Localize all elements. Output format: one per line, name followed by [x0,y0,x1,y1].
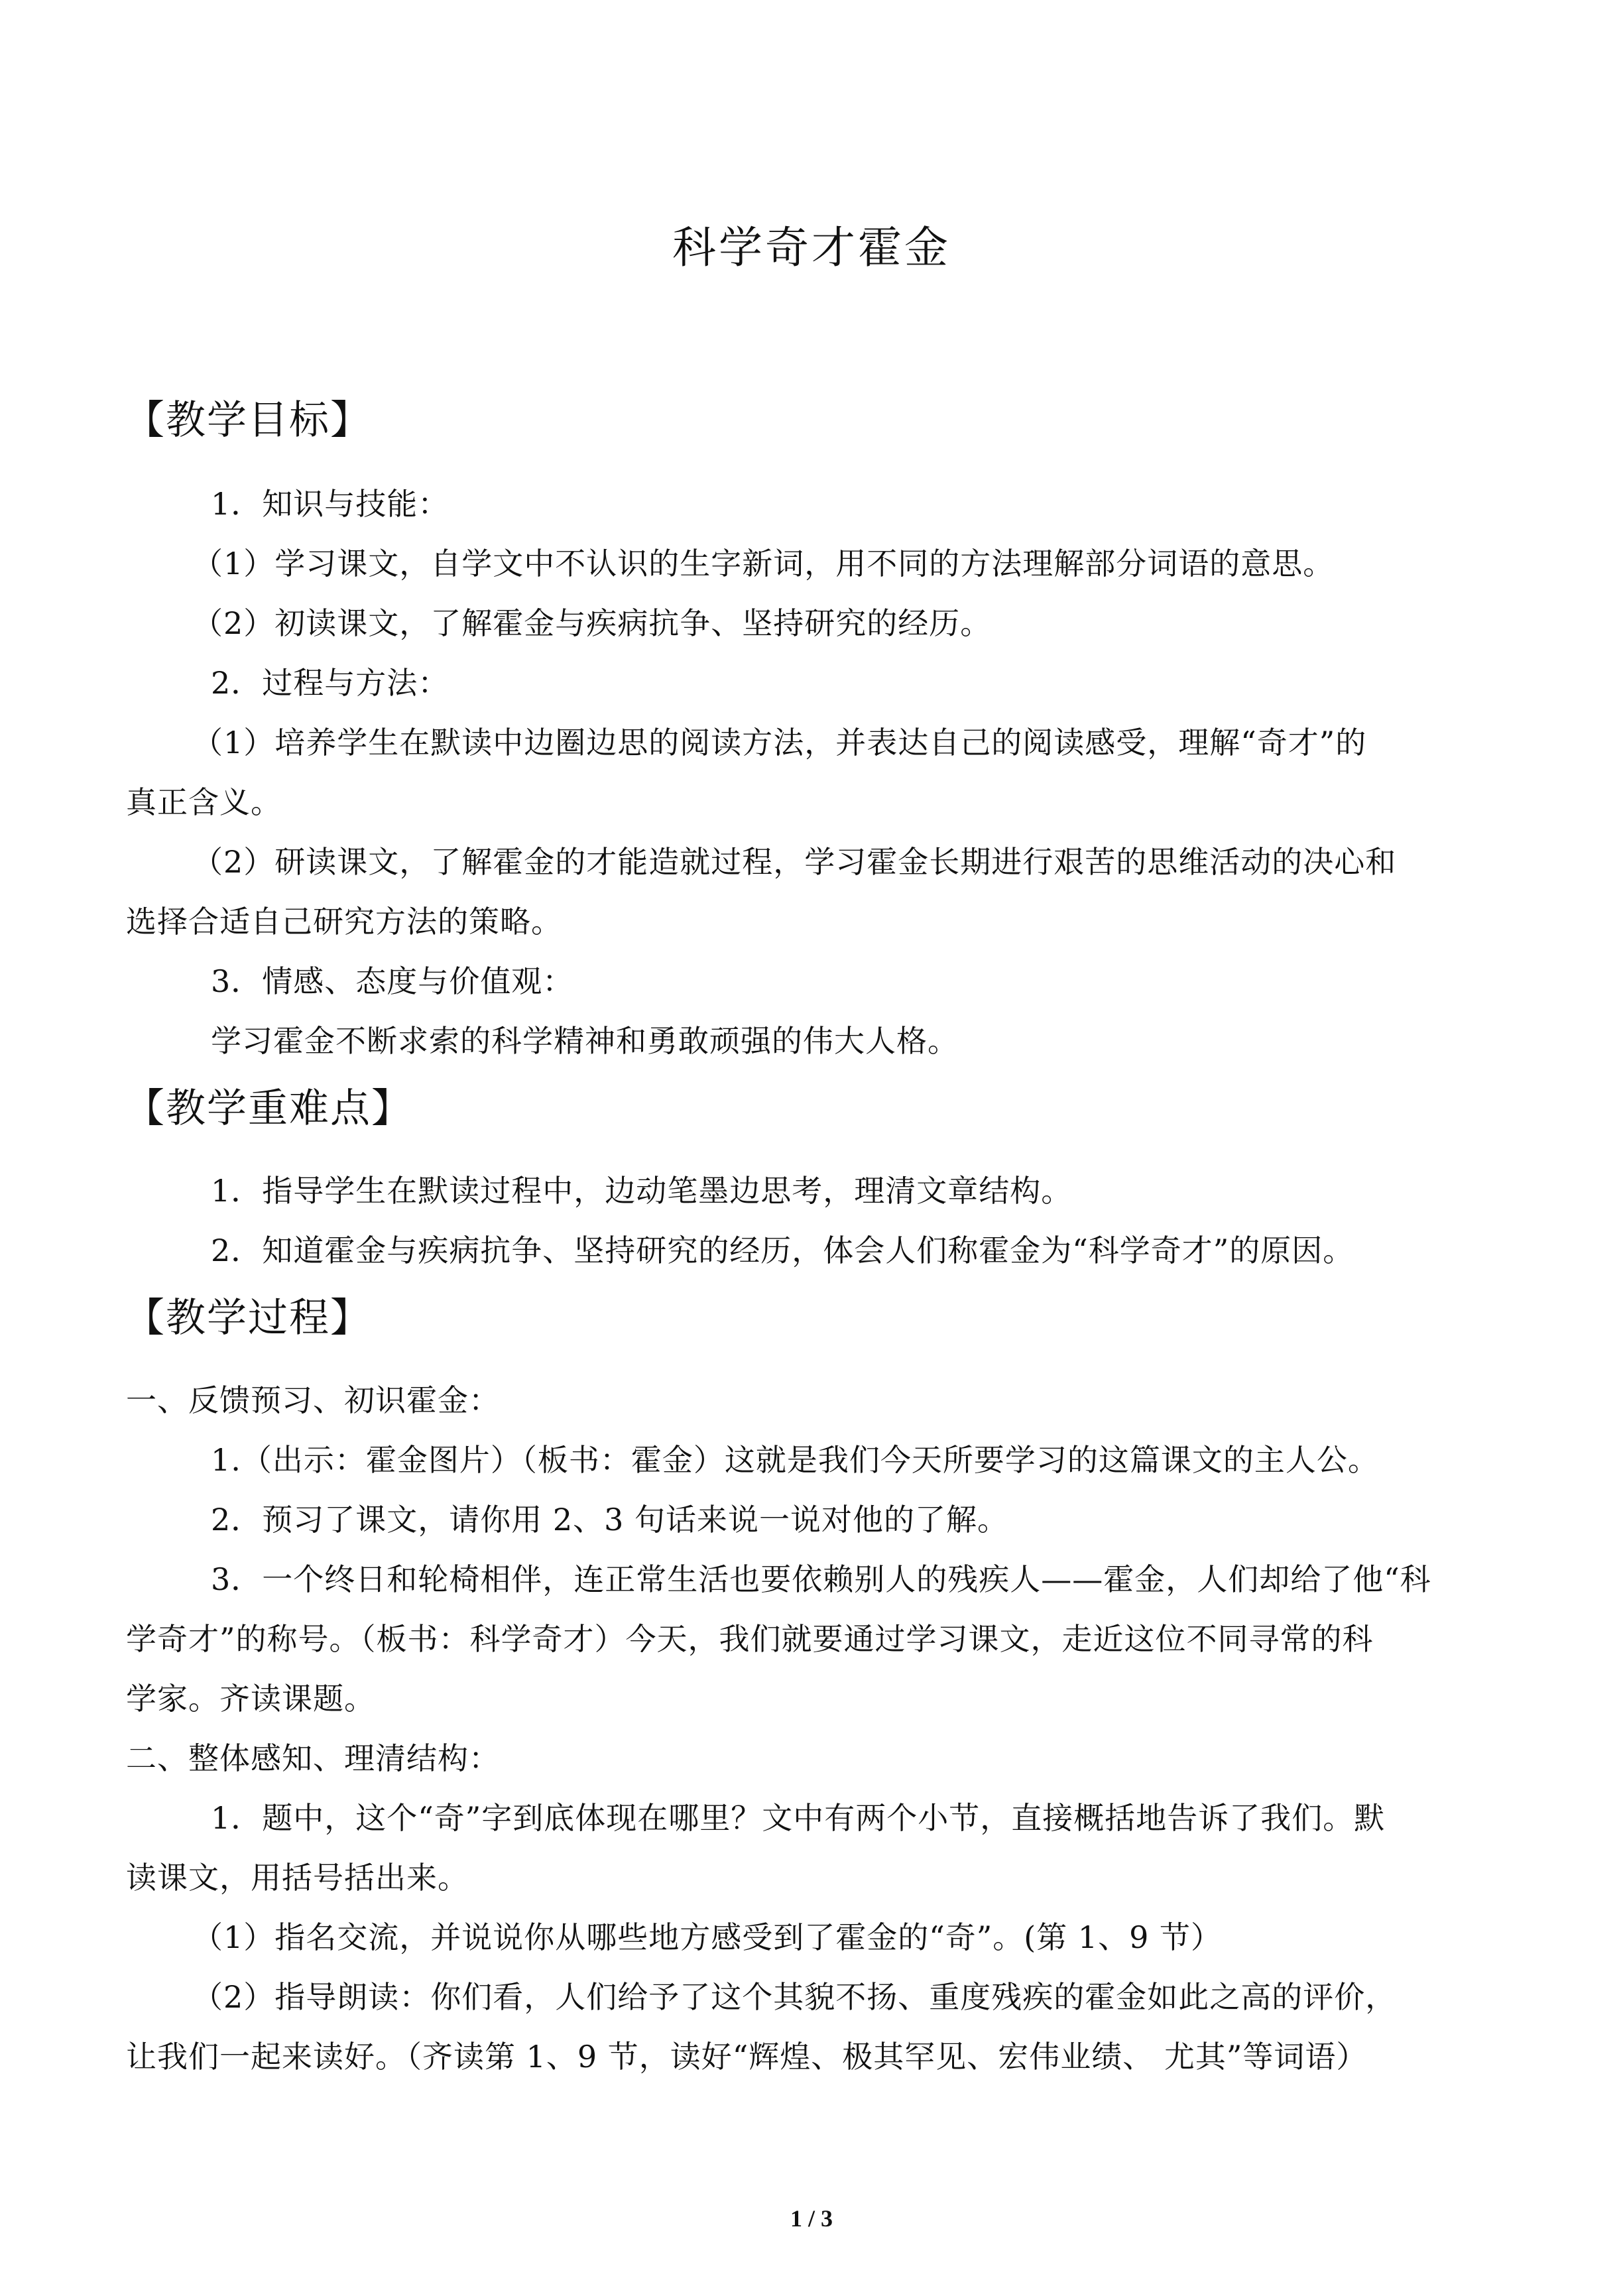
body-line: 3．一个终日和轮椅相伴，连正常生活也要依赖别人的残疾人——霍金，人们却给了他“科 [211,1561,1431,1597]
body-line: （1）学习课文，自学文中不认识的生字新词，用不同的方法理解部分词语的意思。 [192,546,1335,581]
body-line: 1．知识与技能： [211,486,450,522]
body-line: 1．题中，这个“奇”字到底体现在哪里？文中有两个小节，直接概括地告诉了我们。默 [211,1800,1386,1836]
body-line: 学奇才”的称号。（板书：科学奇才）今天，我们就要通过学习课文，走近这位不同寻常的科 [126,1621,1374,1657]
body-line: （2）指导朗读：你们看，人们给予了这个其貌不扬、重度残疾的霍金如此之高的评价， [192,1979,1397,2015]
body-line: （1）指名交流，并说说你从哪些地方感受到了霍金的“奇”。(第 1、9 节） [192,1919,1223,1955]
body-line: 真正含义。 [126,784,282,820]
body-line: 选择合适自己研究方法的策略。 [126,904,562,939]
body-line: （2）初读课文，了解霍金与疾病抗争、坚持研究的经历。 [192,605,992,641]
body-line: （2）研读课文，了解霍金的才能造就过程，学习霍金长期进行艰苦的思维活动的决心和 [192,844,1397,880]
body-line: 3．情感、态度与价值观： [211,963,574,999]
body-line: 让我们一起来读好。（齐读第 1、9 节，读好“辉煌、极其罕见、宏伟业绩、 尤其”等词语） [126,2039,1368,2075]
body-line: 读课文，用括号括出来。 [126,1860,469,1896]
section-heading-process: 【教学过程】 [125,1295,371,1341]
body-line: （1）培养学生在默读中边圈边思的阅读方法，并表达自己的阅读感受，理解“奇才”的 [192,725,1367,760]
body-line: 2．预习了课文，请你用 2、3 句话来说一说对他的了解。 [211,1502,1009,1538]
body-line: 学习霍金不断求索的科学精神和勇敢顽强的伟大人格。 [211,1023,959,1059]
body-line: 学家。齐读课题。 [126,1681,375,1717]
section-heading-keypoints: 【教学重难点】 [125,1085,412,1132]
section-heading-goals: 【教学目标】 [125,397,371,444]
body-line: 2．过程与方法： [211,665,450,701]
page-number: 1 / 3 [790,2205,833,2232]
body-line: 2．知道霍金与疾病抗争、坚持研究的经历，体会人们称霍金为“科学奇才”的原因。 [211,1233,1354,1268]
page-title: 科学奇才霍金 [672,222,951,273]
body-line: 1.（出示：霍金图片）（板书：霍金）这就是我们今天所要学习的这篇课文的主人公。 [211,1442,1379,1478]
body-line: 二、整体感知、理清结构： [126,1740,500,1776]
body-line: 1．指导学生在默读过程中，边动笔墨边思考，理清文章结构。 [211,1173,1073,1209]
body-line: 一、反馈预习、初识霍金： [126,1382,500,1418]
